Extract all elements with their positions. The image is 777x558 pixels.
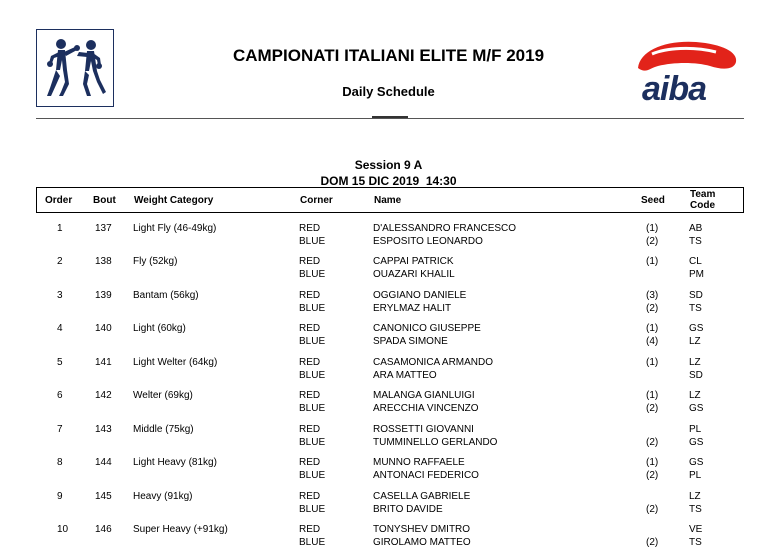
table-row [36, 456, 744, 486]
weight-cell: Light Heavy (81kg) [133, 457, 217, 468]
blue-corner-cell: BLUE [299, 470, 326, 481]
session-datetime: DOM 15 DIC 2019 14:30 [320, 174, 457, 188]
order-cell: 6 [57, 390, 63, 401]
red-seed: (1) [646, 357, 659, 368]
blue-seed: (4) [646, 336, 659, 347]
red-boxer-name: OGGIANO DANIELE [373, 290, 467, 301]
page-title: CAMPIONATI ITALIANI ELITE M/F 2019 [232, 46, 545, 65]
weight-cell: Light Fly (46-49kg) [133, 223, 217, 234]
red-boxer-name: CASAMONICA ARMANDO [373, 357, 494, 368]
header-divider [36, 118, 744, 119]
weight-cell: Fly (52kg) [133, 256, 178, 267]
blue-team-code: GS [689, 437, 704, 448]
table-header [36, 187, 744, 213]
order-cell: 8 [57, 457, 63, 468]
red-boxer-name: TONYSHEV DMITRO [373, 524, 471, 535]
red-team-code: LZ [689, 390, 701, 401]
red-corner-cell: RED [299, 424, 321, 435]
blue-team-code: SD [689, 370, 703, 381]
red-corner-cell: RED [299, 290, 321, 301]
weight-cell: Welter (69kg) [133, 390, 193, 401]
bout-cell: 145 [95, 491, 112, 502]
blue-team-code: TS [689, 504, 702, 515]
blue-boxer-name: SPADA SIMONE [373, 336, 448, 347]
blue-seed: (2) [646, 537, 659, 548]
blue-seed: (2) [646, 303, 659, 314]
blue-boxer-name: OUAZARI KHALIL [373, 269, 455, 280]
blue-corner-cell: BLUE [299, 236, 326, 247]
red-team-code: LZ [689, 491, 701, 502]
red-team-code: LZ [689, 357, 701, 368]
col-name: Name [374, 195, 402, 206]
red-seed: (3) [646, 290, 659, 301]
red-team-code: VE [689, 524, 703, 535]
table-row [36, 289, 744, 319]
blue-team-code: PL [689, 470, 702, 481]
col-weight: Weight Category [134, 195, 214, 206]
blue-corner-cell: BLUE [299, 504, 326, 515]
weight-cell: Middle (75kg) [133, 424, 194, 435]
blue-corner-cell: BLUE [299, 336, 326, 347]
red-team-code: PL [689, 424, 702, 435]
bout-cell: 143 [95, 424, 112, 435]
red-corner-cell: RED [299, 256, 321, 267]
red-corner-cell: RED [299, 390, 321, 401]
session-title: Session 9 A [354, 158, 423, 172]
red-team-code: GS [689, 457, 704, 468]
red-corner-cell: RED [299, 491, 321, 502]
blue-boxer-name: ARECCHIA VINCENZO [373, 403, 479, 414]
table-row [36, 222, 744, 252]
table-row [36, 423, 744, 453]
blue-team-code: TS [689, 303, 702, 314]
red-team-code: GS [689, 323, 704, 334]
blue-boxer-name: ARA MATTEO [373, 370, 437, 381]
aiba-glove-icon [626, 36, 744, 106]
weight-cell: Heavy (91kg) [133, 491, 193, 502]
red-team-code: CL [689, 256, 702, 267]
red-seed: (1) [646, 323, 659, 334]
blue-seed: (2) [646, 437, 659, 448]
red-boxer-name: MUNNO RAFFAELE [373, 457, 465, 468]
blue-corner-cell: BLUE [299, 437, 326, 448]
order-cell: 5 [57, 357, 63, 368]
red-corner-cell: RED [299, 457, 321, 468]
red-boxer-name: D'ALESSANDRO FRANCESCO [373, 223, 517, 234]
table-row [36, 356, 744, 386]
bout-cell: 142 [95, 390, 112, 401]
red-boxer-name: MALANGA GIANLUIGI [373, 390, 475, 401]
order-cell: 10 [57, 524, 69, 535]
red-boxer-name: CASELLA GABRIELE [373, 491, 471, 502]
order-cell: 2 [57, 256, 63, 267]
blue-corner-cell: BLUE [299, 303, 326, 314]
bout-cell: 140 [95, 323, 112, 334]
table-row [36, 322, 744, 352]
table-row [36, 389, 744, 419]
blue-corner-cell: BLUE [299, 403, 326, 414]
aiba-logo [626, 36, 744, 106]
col-order: Order [45, 195, 73, 206]
blue-team-code: TS [689, 236, 702, 247]
order-cell: 9 [57, 491, 63, 502]
blue-seed: (2) [646, 403, 659, 414]
red-boxer-name: CANONICO GIUSEPPE [373, 323, 481, 334]
col-team [690, 189, 715, 211]
blue-boxer-name: GIROLAMO MATTEO [373, 537, 471, 548]
blue-corner-cell: BLUE [299, 537, 326, 548]
blue-boxer-name: ESPOSITO LEONARDO [373, 236, 483, 247]
blue-boxer-name: BRITO DAVIDE [373, 504, 443, 515]
table-row [36, 523, 744, 553]
blue-team-code: TS [689, 537, 702, 548]
red-team-code: AB [689, 223, 703, 234]
bout-cell: 146 [95, 524, 112, 535]
red-seed: (1) [646, 256, 659, 267]
col-bout: Bout [93, 195, 116, 206]
weight-cell: Super Heavy (+91kg) [133, 524, 228, 535]
order-cell: 3 [57, 290, 63, 301]
weight-cell: Light Welter (64kg) [133, 357, 218, 368]
bout-cell: 137 [95, 223, 112, 234]
blue-team-code: LZ [689, 336, 701, 347]
red-boxer-name: CAPPAI PATRICK [373, 256, 454, 267]
col-corner: Corner [300, 195, 333, 206]
table-row [36, 255, 744, 285]
blue-boxer-name: ERYLMAZ HALIT [373, 303, 452, 314]
red-corner-cell: RED [299, 524, 321, 535]
red-corner-cell: RED [299, 357, 321, 368]
red-corner-cell: RED [299, 323, 321, 334]
blue-team-code: PM [689, 269, 704, 280]
blue-seed: (2) [646, 504, 659, 515]
col-team-line1: Team [690, 189, 716, 200]
blue-seed: (2) [646, 470, 659, 481]
red-seed: (1) [646, 457, 659, 468]
blue-corner-cell: BLUE [299, 370, 326, 381]
header-divider-mark [372, 116, 408, 118]
red-boxer-name: ROSSETTI GIOVANNI [373, 424, 474, 435]
red-team-code: SD [689, 290, 703, 301]
bout-cell: 138 [95, 256, 112, 267]
page-subtitle: Daily Schedule [342, 84, 435, 99]
bout-cell: 141 [95, 357, 112, 368]
bout-cell: 139 [95, 290, 112, 301]
col-team-line2: Code [690, 200, 715, 211]
table-row [36, 490, 744, 520]
blue-boxer-name: ANTONACI FEDERICO [373, 470, 479, 481]
blue-corner-cell: BLUE [299, 269, 326, 280]
col-seed: Seed [641, 195, 665, 206]
blue-seed: (2) [646, 236, 659, 247]
order-cell: 1 [57, 223, 63, 234]
red-seed: (1) [646, 390, 659, 401]
order-cell: 4 [57, 323, 63, 334]
blue-team-code: GS [689, 403, 704, 414]
blue-boxer-name: TUMMINELLO GERLANDO [373, 437, 498, 448]
bout-cell: 144 [95, 457, 112, 468]
order-cell: 7 [57, 424, 63, 435]
red-seed: (1) [646, 223, 659, 234]
weight-cell: Light (60kg) [133, 323, 186, 334]
red-corner-cell: RED [299, 223, 321, 234]
aiba-wordmark: aiba [642, 70, 707, 106]
weight-cell: Bantam (56kg) [133, 290, 199, 301]
